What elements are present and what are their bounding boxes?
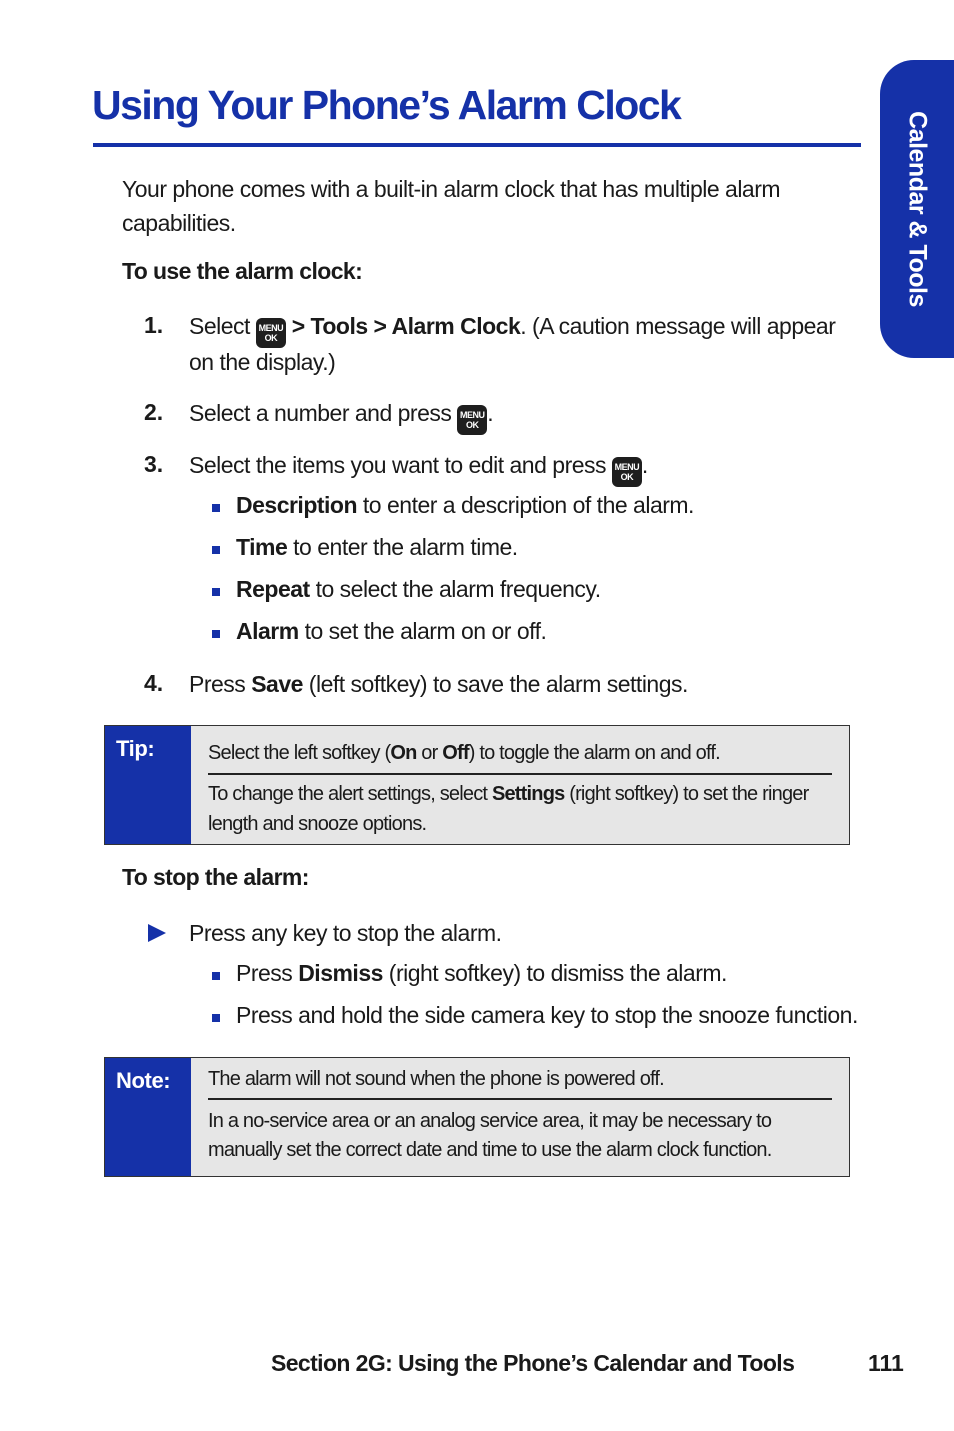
step-1-text xyxy=(189,308,835,348)
page-title: Using Your Phone’s Alarm Clock xyxy=(92,82,681,128)
tip-divider xyxy=(208,773,832,775)
tip-line-1: Select the left softkey (On or Off) to toggle the alarm on and off. xyxy=(208,742,720,764)
arrow-bullet-icon xyxy=(148,924,166,942)
bullet-icon xyxy=(212,972,220,980)
menu-ok-key-icon: MENU OK xyxy=(256,318,286,348)
bullet-icon xyxy=(212,630,220,638)
step-4-text: Press Save (left softkey) to save the alarm settings. xyxy=(189,671,688,697)
menu-ok-key-icon: MENU OK xyxy=(457,405,487,435)
page-number: 111 xyxy=(868,1350,904,1376)
stop-main-text: Press any key to stop the alarm. xyxy=(189,920,502,946)
menu-ok-key-icon: MENU OK xyxy=(612,457,642,487)
subheading-use: To use the alarm clock: xyxy=(122,258,363,284)
note-box xyxy=(104,1057,850,1177)
note-line-3: manually set the correct date and time to use the alarm clock function. xyxy=(208,1139,772,1161)
bullet-item: Alarm to set the alarm on or off. xyxy=(236,618,547,644)
bullet-item: Description to enter a description of the alarm. xyxy=(236,492,694,518)
tip-label: Tip: xyxy=(105,726,191,844)
bullet-item: Time to enter the alarm time. xyxy=(236,534,518,560)
tip-line-3: length and snooze options. xyxy=(208,813,427,835)
bullet-icon xyxy=(212,504,220,512)
subheading-stop: To stop the alarm: xyxy=(122,864,309,890)
step-3-text: Select the items you want to edit and press MENU OK . xyxy=(189,447,648,487)
step-number: 4. xyxy=(144,670,164,696)
step-3-pre: Select the items you want to edit and press xyxy=(189,452,607,478)
step-1-line2: on the display.) xyxy=(189,349,336,375)
step-1-pre: Select xyxy=(189,313,250,339)
tip-line-2: To change the alert settings, select Settings (right softkey) to set the ringer xyxy=(208,783,809,805)
footer-section-title: Section 2G: Using the Phone’s Calendar and Tools xyxy=(271,1350,795,1376)
note-divider xyxy=(208,1098,832,1100)
intro-paragraph: Your phone comes with a built-in alarm clock that has multiple alarm capabilities. xyxy=(122,176,781,236)
note-line-2: In a no-service area or an analog service area, it may be necessary to xyxy=(208,1110,772,1132)
step-2-pre: Select a number and press xyxy=(189,400,452,426)
bullet-item: Press and hold the side camera key to stop the snooze function. xyxy=(236,1002,858,1028)
title-underline xyxy=(93,143,861,147)
section-tab-label: Calendar & Tools xyxy=(903,111,932,307)
step-2-text: Select a number and press MENU OK . xyxy=(189,395,493,435)
step-number: 3. xyxy=(144,451,164,477)
bullet-item: Press Dismiss (right softkey) to dismiss the alarm. xyxy=(236,960,727,986)
step-number: 1. xyxy=(144,312,164,338)
step-1-path: > Tools > Alarm Clock xyxy=(291,313,521,339)
step-number: 2. xyxy=(144,399,164,425)
note-line-1: The alarm will not sound when the phone is powered off. xyxy=(208,1068,664,1090)
bullet-icon xyxy=(212,588,220,596)
bullet-icon xyxy=(212,1014,220,1022)
bullet-icon xyxy=(212,546,220,554)
section-tab xyxy=(880,60,954,358)
step-1-post: . (A caution message will appear xyxy=(520,313,836,339)
note-label: Note: xyxy=(105,1058,191,1176)
bullet-item: Repeat to select the alarm frequency. xyxy=(236,576,601,602)
tip-box xyxy=(104,725,850,845)
